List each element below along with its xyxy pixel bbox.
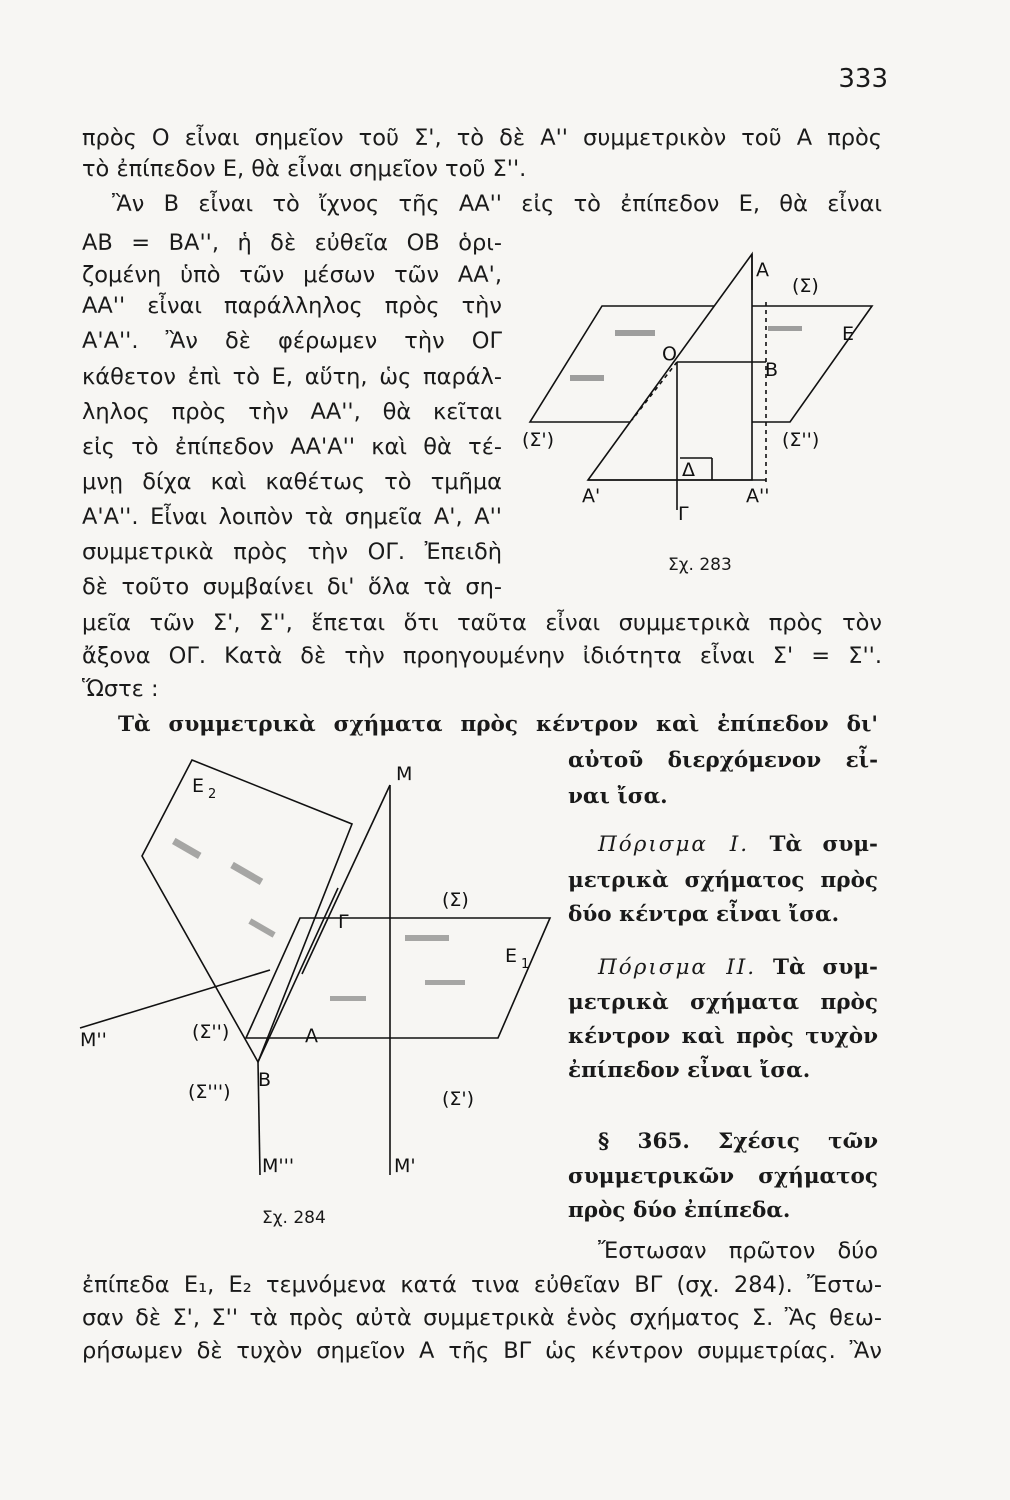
label: (Σ'') — [782, 429, 820, 451]
theorem-line: Τὰ συμμετρικὰ σχήματα πρὸς κέντρον καὶ ἐπίπεδον δι' — [118, 712, 878, 737]
label: Ε — [192, 775, 205, 797]
triangle-sigma — [588, 254, 752, 480]
theorem-line: ναι ἴσα. — [568, 784, 668, 809]
label: Μ' — [394, 1155, 416, 1177]
label: Α — [756, 259, 769, 281]
label: Ο — [662, 343, 677, 365]
porisma-2-text: μετρικὰ σχήματα πρὸς — [568, 990, 878, 1015]
text-line: ἐπίπεδα Ε₁, Ε₂ τεμνόμενα κατά τινα εὐθεῖαν ΒΓ (σχ. 284). Ἔστω- — [82, 1272, 882, 1298]
line-m2 — [80, 970, 270, 1028]
line-b-g — [258, 888, 338, 1062]
text-line: Α'Α''. Ἂν δὲ φέρωμεν τὴν ΟΓ — [82, 328, 502, 354]
label: Β — [765, 359, 779, 381]
figure-284 — [80, 750, 560, 1194]
text-line: ζομένη ὑπὸ τῶν μέσων τῶν ΑΑ', — [82, 262, 502, 288]
label: (Σ) — [442, 889, 469, 911]
text-line: πρὸς Ο εἶναι σημεῖον τοῦ Σ', τὸ δὲ Α'' συμμετρικὸν τοῦ Α πρὸς — [82, 125, 882, 151]
label: Β — [258, 1069, 272, 1091]
section-title: συμμετρικῶν σχήματος — [568, 1164, 878, 1189]
plane-e2 — [142, 760, 352, 1062]
text-line: εἰς τὸ ἐπίπεδον ΑΑ'Α'' καὶ θὰ τέ- — [82, 434, 502, 460]
text-line: ΑΒ = ΒΑ'', ἡ δὲ εὐθεῖα ΟΒ ὁρι- — [82, 230, 502, 256]
figure-caption: Σχ. 284 — [262, 1208, 326, 1228]
porisma-1-heading — [598, 830, 878, 860]
porisma-2-text: κέντρον καὶ πρὸς τυχὸν — [568, 1024, 878, 1049]
label: (Σ''') — [188, 1081, 231, 1103]
label: Ε — [842, 323, 855, 345]
porisma-1-text: δύο κέντρα εἶναι ἴσα. — [568, 902, 840, 927]
label: (Σ') — [522, 429, 555, 451]
text-line: Ὥστε : — [82, 676, 159, 702]
text-line: Α'Α''. Εἶναι λοιπὸν τὰ σημεῖα Α', Α'' — [82, 504, 502, 530]
porisma-2-title: Πόρισμα II. — [598, 955, 757, 980]
shading — [172, 838, 465, 1001]
label: Γ — [678, 503, 689, 525]
porisma-1-text: μετρικὰ σχήματος πρὸς — [568, 868, 878, 893]
text-line: τὸ ἐπίπεδον Ε, θὰ εἶναι σημεῖον τοῦ Σ''. — [82, 156, 527, 182]
section-title: Σχέσις τῶν — [718, 1129, 878, 1154]
text-line: σαν δὲ Σ', Σ'' τὰ πρὸς αὐτὰ συμμετρικὰ ἑνὸς σχήματος Σ. Ἂς θεω- — [82, 1305, 882, 1331]
figure-283 — [520, 240, 890, 584]
text-line: ἄξονα ΟΓ. Κατὰ δὲ τὴν προηγουμένην ἰδιότητα εἶναι Σ' = Σ''. — [82, 643, 882, 669]
label-subscript: 2 — [208, 787, 217, 802]
label: Α' — [582, 485, 601, 507]
porisma-2-text: Τὰ συμ- — [773, 955, 878, 980]
porisma-1-title: Πόρισμα I. — [598, 832, 750, 857]
porisma-1-text: Τὰ συμ- — [769, 832, 878, 857]
label: Μ — [396, 763, 413, 785]
label: Α'' — [746, 485, 770, 507]
label-subscript: 1 — [521, 957, 530, 972]
section-heading — [598, 1127, 878, 1157]
text-line: δὲ τοῦτο συμβαίνει δι' ὅλα τὰ ση- — [82, 574, 502, 600]
text-line: μνῃ δίχα καὶ καθέτως τὸ τμῆμα — [82, 469, 502, 495]
figure-284-drawing — [80, 750, 560, 1190]
porisma-2-heading — [598, 953, 878, 983]
label: Μ'' — [80, 1029, 107, 1051]
line-m-a — [302, 785, 390, 974]
label: (Σ'') — [192, 1021, 230, 1043]
porisma-2-text: ἐπίπεδον εἶναι ἴσα. — [568, 1058, 811, 1083]
label: Δ — [682, 459, 695, 481]
label: Ε — [505, 945, 518, 967]
label: (Σ') — [442, 1088, 475, 1110]
text-line: Ἂν Β εἶναι τὸ ἴχνος τῆς ΑΑ'' εἰς τὸ ἐπίπεδον Ε, θὰ εἶναι — [112, 191, 882, 217]
text-line: Ἔστωσαν πρῶτον δύο — [598, 1238, 878, 1264]
label: Α — [305, 1025, 318, 1047]
text-line: ρήσωμεν δὲ τυχὸν σημεῖον Α τῆς ΒΓ ὡς κέντρον συμμετρίας. Ἂν — [82, 1338, 882, 1364]
text-line: ληλος πρὸς τὴν ΑΑ'', θὰ κεῖται — [82, 399, 502, 425]
section-number: § 365. — [598, 1129, 690, 1154]
text-line: μεῖα τῶν Σ', Σ'', ἕπεται ὅτι ταῦτα εἶναι συμμετρικὰ πρὸς τὸν — [82, 610, 882, 636]
figure-caption: Σχ. 283 — [668, 555, 732, 575]
label: Μ''' — [262, 1155, 295, 1177]
label: (Σ) — [792, 275, 819, 297]
text-line: κάθετον ἐπὶ τὸ Ε, αὕτη, ὡς παράλ- — [82, 364, 502, 390]
page-number: 333 — [838, 64, 888, 94]
text-line: ΑΑ'' εἶναι παράλληλος πρὸς τὴν — [82, 293, 502, 319]
label: Γ — [338, 911, 349, 933]
figure-283-drawing — [520, 240, 890, 580]
section-title: πρὸς δύο ἐπίπεδα. — [568, 1198, 791, 1223]
theorem-line: αὐτοῦ διερχόμενον εἶ- — [568, 748, 878, 773]
text-line: συμμετρικὰ πρὸς τὴν ΟΓ. Ἐπειδὴ — [82, 539, 502, 565]
